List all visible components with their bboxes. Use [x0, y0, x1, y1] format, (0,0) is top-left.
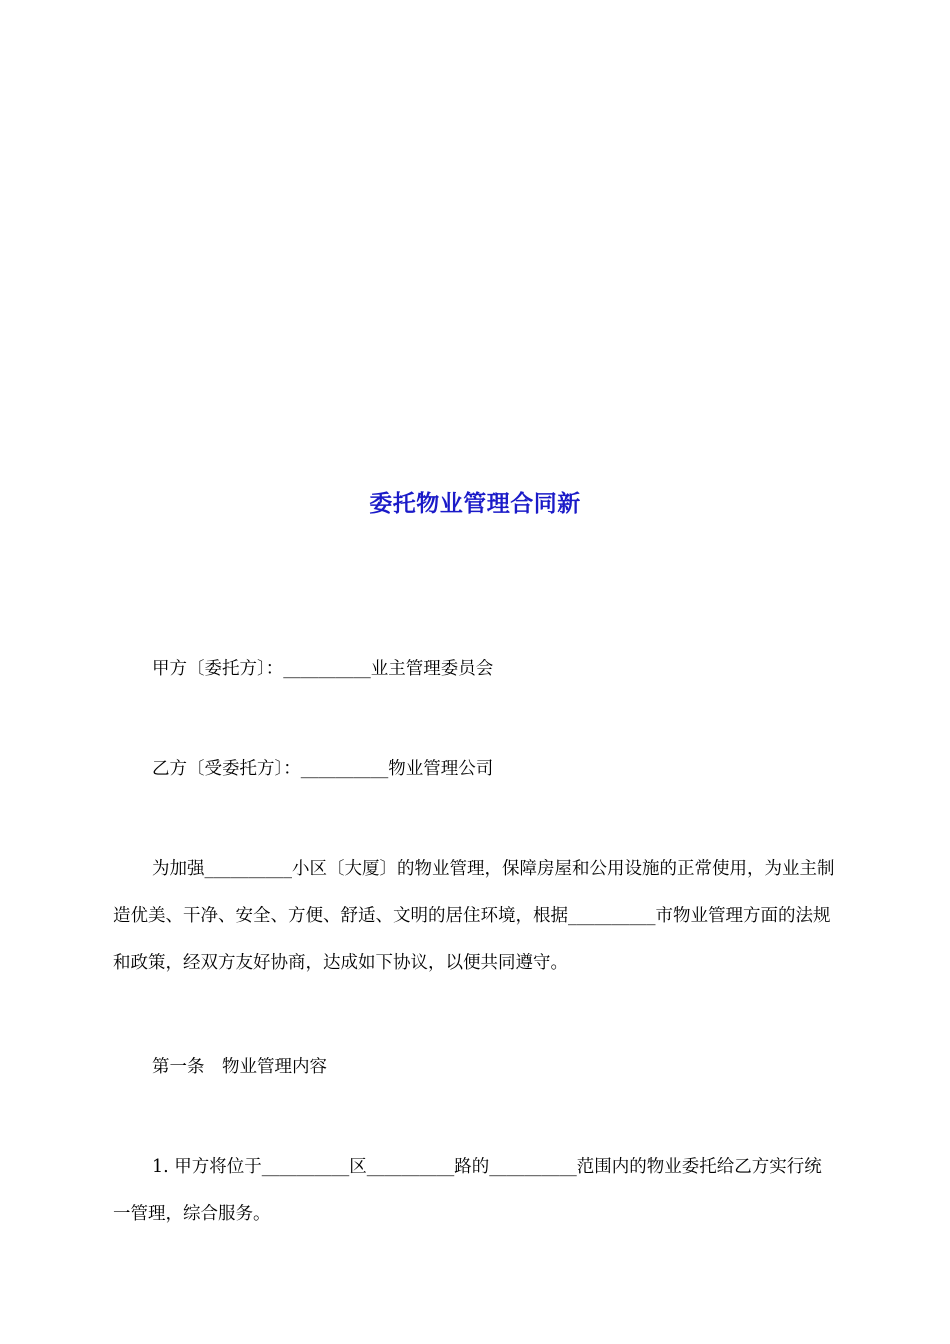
article-one-heading-text: 第一条 物业管理内容	[152, 1057, 327, 1077]
clause-one-paragraph	[113, 1144, 839, 1238]
party-a-text: 甲方〔委托方〕：__________业主管理委员会	[152, 659, 494, 679]
article-one-heading	[113, 1044, 839, 1091]
document-title: 委托物业管理合同新	[369, 491, 581, 517]
preamble-paragraph	[113, 846, 839, 987]
party-b-text: 乙方〔受委托方〕：__________物业管理公司	[152, 759, 494, 779]
preamble-text: 为加强__________小区〔大厦〕的物业管理，保障房屋和公用设施的正常使用，为业主制造优美、干净、安全、方便、舒适、文明的居住环境，根据__________市物业管理方面的法规和政策，经双方友好协商，达成如下协议，以便共同遵守。	[113, 859, 835, 973]
party-b-line	[113, 746, 839, 793]
clause-one-text: 1. 甲方将位于__________区__________路的__________范围内的物业委托给乙方实行统一管理，综合服务。	[113, 1157, 822, 1224]
party-a-line	[113, 646, 839, 693]
